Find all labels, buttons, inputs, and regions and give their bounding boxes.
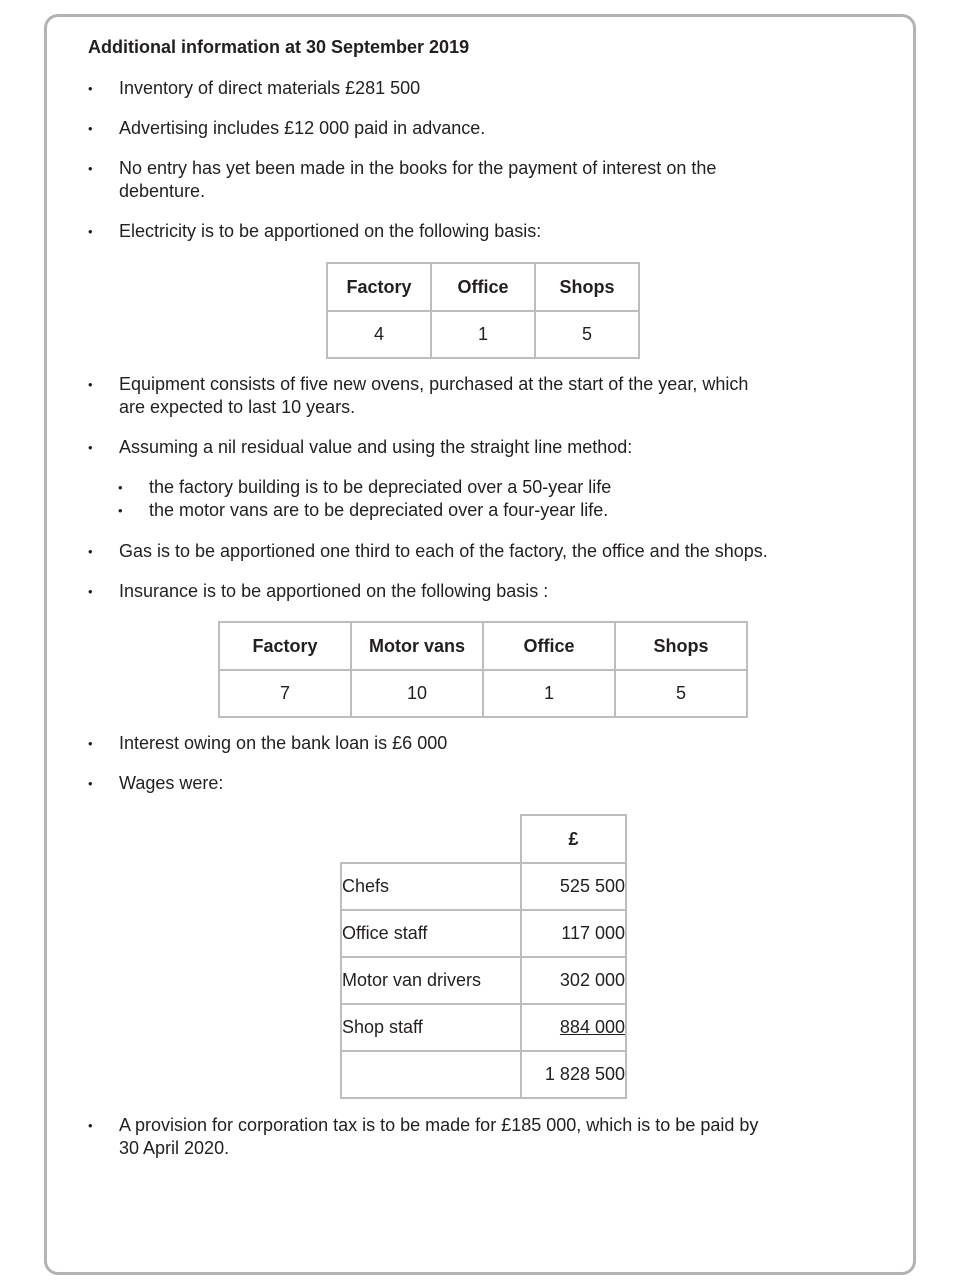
bullet-inventory (88, 77, 879, 100)
wages-total-label-cell (341, 1051, 521, 1098)
bullet-text: Wages were: (119, 773, 224, 793)
bullet-text-line1: A provision for corporation tax is to be made for £185 000, which is to be paid by (119, 1115, 759, 1135)
table-cell-motor-vans: 10 (351, 670, 483, 717)
bullet-text: Interest owing on the bank loan is £6 000 (119, 733, 448, 753)
bullet-icon: • (88, 584, 93, 599)
table-header-factory: Factory (219, 622, 351, 670)
table-header-currency: £ (521, 815, 626, 863)
bullet-text-line2: are expected to last 10 years. (119, 397, 356, 417)
table-header-motor-vans: Motor vans (351, 622, 483, 670)
bullet-text: Electricity is to be apportioned on the following basis: (119, 221, 542, 241)
bullet-icon: • (88, 776, 93, 791)
bullet-icon: • (88, 544, 93, 559)
table-cell-shops: 5 (615, 670, 747, 717)
bullet-text-line1: No entry has yet been made in the books for the payment of interest on the (119, 158, 717, 178)
sub-bullet-motor-vans (118, 499, 849, 522)
bullet-text-line1: Equipment consists of five new ovens, purchased at the start of the year, which (119, 374, 749, 394)
table-cell-factory: 4 (327, 311, 431, 358)
table-blank-cell (341, 815, 521, 863)
bullet-corporation-tax (88, 1114, 879, 1160)
bullet-text: Gas is to be apportioned one third to each of the factory, the office and the shops. (119, 541, 768, 561)
sub-bullet-factory-building (118, 476, 849, 499)
wages-row-label: Motor van drivers (341, 957, 521, 1004)
electricity-apportionment-table (326, 262, 640, 359)
wages-total-amount: 1 828 500 (521, 1051, 626, 1098)
bullet-equipment (88, 373, 879, 419)
bullet-text-line2: debenture. (119, 181, 206, 201)
wages-row-label: Office staff (341, 910, 521, 957)
table-cell-shops: 5 (535, 311, 639, 358)
bullet-insurance (88, 580, 879, 603)
bullet-icon: • (118, 503, 123, 518)
underlined-amount: 884 000 (559, 1017, 625, 1037)
wages-row-label: Chefs (341, 863, 521, 910)
bullet-electricity (88, 220, 879, 243)
bullet-text: the factory building is to be depreciated over a 50-year life (149, 477, 612, 497)
bullet-icon: • (88, 440, 93, 455)
bullet-icon: • (88, 1118, 93, 1133)
bullet-icon: • (88, 224, 93, 239)
wages-table (340, 814, 627, 1099)
section-heading: Additional information at 30 September 2019 (88, 37, 470, 57)
bullet-depreciation (88, 436, 879, 459)
bullet-text: Assuming a nil residual value and using the straight line method: (119, 437, 633, 457)
bullet-icon: • (88, 161, 93, 176)
bullet-icon: • (88, 81, 93, 96)
table-header-shops: Shops (615, 622, 747, 670)
insurance-apportionment-table (218, 621, 748, 718)
table-cell-factory: 7 (219, 670, 351, 717)
bullet-text: the motor vans are to be depreciated over a four-year life. (149, 500, 609, 520)
bullet-advertising (88, 117, 879, 140)
table-cell-office: 1 (483, 670, 615, 717)
bullet-wages (88, 772, 879, 795)
wages-row-amount (521, 1004, 626, 1051)
wages-row-label: Shop staff (341, 1004, 521, 1051)
bullet-icon: • (88, 121, 93, 136)
table-cell-office: 1 (431, 311, 535, 358)
bullet-icon: • (88, 736, 93, 751)
bullet-icon: • (88, 377, 93, 392)
bullet-text-line2: 30 April 2020. (119, 1138, 230, 1158)
bullet-icon: • (118, 480, 123, 495)
wages-row-amount: 302 000 (521, 957, 626, 1004)
table-header-factory: Factory (327, 263, 431, 311)
bullet-text: Advertising includes £12 000 paid in advance. (119, 118, 486, 138)
bullet-interest (88, 732, 879, 755)
bullet-text: Insurance is to be apportioned on the following basis : (119, 581, 549, 601)
wages-row-amount: 117 000 (521, 910, 626, 957)
table-header-shops: Shops (535, 263, 639, 311)
table-header-office: Office (483, 622, 615, 670)
bullet-gas (88, 540, 879, 563)
table-header-office: Office (431, 263, 535, 311)
wages-row-amount: 525 500 (521, 863, 626, 910)
bullet-debenture (88, 157, 879, 203)
bullet-text: Inventory of direct materials £281 500 (119, 78, 421, 98)
